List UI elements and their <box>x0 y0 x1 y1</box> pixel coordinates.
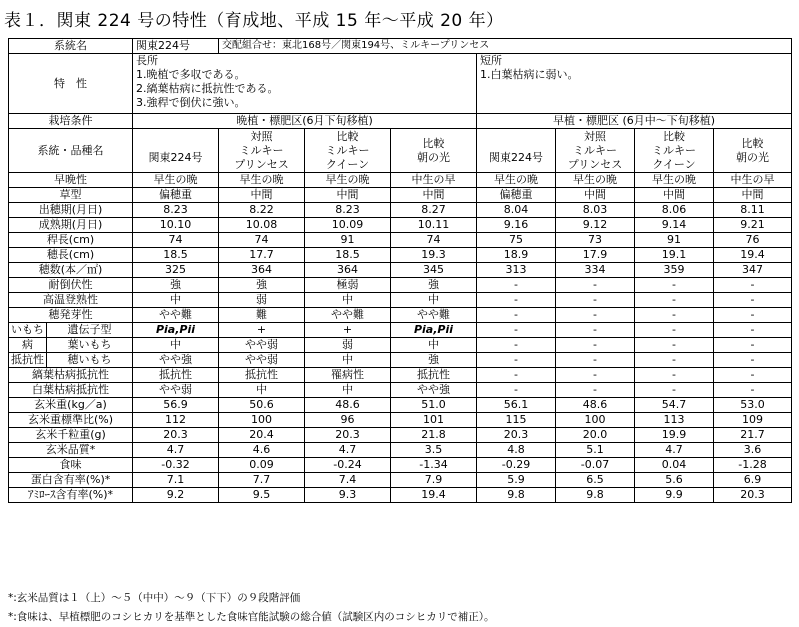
row-label: 蛋白含有率(%)* <box>9 473 133 488</box>
row-value: やや強 <box>133 353 219 368</box>
row-label: 出穂期(月日) <box>9 203 133 218</box>
footnote-2: *:食味は、早植標肥のコシヒカリを基準とした食味官能試験の総合値（試験区内のコシヒカリで補正）。 <box>8 611 495 623</box>
row-value: 19.4 <box>391 488 477 503</box>
row-value: 中生の早 <box>714 173 792 188</box>
row-value: 53.0 <box>714 398 792 413</box>
data-row <box>9 263 792 278</box>
row-value: 313 <box>477 263 556 278</box>
row-value: 20.0 <box>556 428 635 443</box>
row-value: - <box>635 338 714 353</box>
table-body <box>9 39 792 503</box>
variety-name: 関東224号 <box>489 150 543 164</box>
row-value: 偏穂重 <box>133 188 219 203</box>
row-value: 8.03 <box>556 203 635 218</box>
row-value: 9.14 <box>635 218 714 233</box>
row-label: 成熟期(月日) <box>9 218 133 233</box>
row-value: 4.7 <box>635 443 714 458</box>
row-value: 7.1 <box>133 473 219 488</box>
row-value: 罹病性 <box>305 368 391 383</box>
cross-info: 交配組合せ：東北168号／関東194号、ミルキープリンセス <box>219 39 792 54</box>
row-value: 3.5 <box>391 443 477 458</box>
row-value: -1.34 <box>391 458 477 473</box>
row-value: 偏穂重 <box>477 188 556 203</box>
row-value: - <box>635 353 714 368</box>
row-value: 4.7 <box>133 443 219 458</box>
row-value: 7.9 <box>391 473 477 488</box>
row-value: 0.04 <box>635 458 714 473</box>
imochi-side-label: 抵抗性 <box>9 353 47 368</box>
row-value: 345 <box>391 263 477 278</box>
row-label: 玄米重(kg／a) <box>9 398 133 413</box>
row-label: 早晩性 <box>9 173 133 188</box>
row-value: 17.7 <box>219 248 305 263</box>
data-row <box>9 473 792 488</box>
row-value: - <box>714 353 792 368</box>
row-value: 中 <box>133 338 219 353</box>
row-value: 9.21 <box>714 218 792 233</box>
row-value: - <box>477 308 556 323</box>
row-value: 10.08 <box>219 218 305 233</box>
row-label: 縞葉枯病抵抗性 <box>9 368 133 383</box>
variety-name: 関東224号 <box>148 150 203 164</box>
row-value: 20.3 <box>305 428 391 443</box>
weaknesses-head: 短所 <box>480 54 502 67</box>
row-value: 中間 <box>391 188 477 203</box>
variety-name: 朝の光 <box>736 150 770 164</box>
row-value: 20.4 <box>219 428 305 443</box>
row-value: -0.24 <box>305 458 391 473</box>
variety-header-row <box>9 129 792 173</box>
row-value: 抵抗性 <box>391 368 477 383</box>
row-value: 9.2 <box>133 488 219 503</box>
row-value: - <box>714 308 792 323</box>
row-value: - <box>556 278 635 293</box>
data-row <box>9 218 792 233</box>
row-value: Pia,Pii <box>133 323 219 338</box>
data-row <box>9 443 792 458</box>
row-value: - <box>477 323 556 338</box>
row-value: 8.23 <box>305 203 391 218</box>
row-value: 19.3 <box>391 248 477 263</box>
variety-name: 朝の光 <box>417 150 450 164</box>
row-value: やや難 <box>305 308 391 323</box>
variety-head-label: 系統・品種名 <box>9 129 133 173</box>
data-row <box>9 428 792 443</box>
weaknesses-cell <box>477 54 792 114</box>
row-value: 早生の晩 <box>477 173 556 188</box>
row-value: 中 <box>305 383 391 398</box>
row-value: 強 <box>391 278 477 293</box>
row-value: やや強 <box>391 383 477 398</box>
row-value: やや弱 <box>219 338 305 353</box>
row-value: 10.09 <box>305 218 391 233</box>
row-value: - <box>635 278 714 293</box>
row-value: 5.6 <box>635 473 714 488</box>
row-value: -0.32 <box>133 458 219 473</box>
imochi-row <box>9 323 792 338</box>
imochi-row <box>9 353 792 368</box>
row-value: - <box>556 368 635 383</box>
row-value: 9.16 <box>477 218 556 233</box>
row-value: 6.5 <box>556 473 635 488</box>
row-value: 5.1 <box>556 443 635 458</box>
page-title: 表１．関東 224 号の特性（育成地、平成 15 年～平成 20 年） <box>4 11 504 31</box>
imochi-side-label: いもち <box>9 323 47 338</box>
row-value: 抵抗性 <box>133 368 219 383</box>
data-row <box>9 293 792 308</box>
row-value: 20.3 <box>133 428 219 443</box>
row-label: 稈長(cm) <box>9 233 133 248</box>
data-row <box>9 398 792 413</box>
row-value: 強 <box>219 278 305 293</box>
row-value: 4.8 <box>477 443 556 458</box>
row-value: -0.07 <box>556 458 635 473</box>
data-row <box>9 488 792 503</box>
row-value: 347 <box>714 263 792 278</box>
data-row <box>9 413 792 428</box>
row-value: - <box>635 308 714 323</box>
strengths-head: 長所 <box>136 54 158 67</box>
variety-role: 比較 <box>336 129 359 143</box>
row-value: - <box>714 293 792 308</box>
row-value: - <box>556 383 635 398</box>
row-value: 56.9 <box>133 398 219 413</box>
row-value: 334 <box>556 263 635 278</box>
data-row <box>9 308 792 323</box>
row-value: やや難 <box>391 308 477 323</box>
row-value: 中間 <box>635 188 714 203</box>
row-value: 113 <box>635 413 714 428</box>
row-value: 10.11 <box>391 218 477 233</box>
row-value: 中間 <box>219 188 305 203</box>
variety-name: ミルキー プリンセス <box>567 143 623 171</box>
row-value: 21.8 <box>391 428 477 443</box>
row-label: 高温登熟性 <box>9 293 133 308</box>
late-condition: 晩植・標肥区(6月下旬移植) <box>133 114 477 129</box>
imochi-side-label: 病 <box>9 338 47 353</box>
row-value: 極弱 <box>305 278 391 293</box>
row-label: 玄米千粒重(g) <box>9 428 133 443</box>
strengths-cell <box>133 54 477 114</box>
row-label: 穂発芽性 <box>9 308 133 323</box>
row-value: - <box>477 353 556 368</box>
row-value: 中 <box>133 293 219 308</box>
variety-header <box>305 129 391 173</box>
row-value: - <box>635 368 714 383</box>
row-value: 弱 <box>219 293 305 308</box>
row-value: 19.9 <box>635 428 714 443</box>
row-value: 364 <box>305 263 391 278</box>
imochi-row-label: 穂いもち <box>47 353 133 368</box>
characteristics-table <box>8 38 792 503</box>
row-label: 穂長(cm) <box>9 248 133 263</box>
row-value: 112 <box>133 413 219 428</box>
row-value: 48.6 <box>556 398 635 413</box>
variety-role: 対照 <box>584 129 606 143</box>
row-value: 中 <box>391 338 477 353</box>
variety-role: 対照 <box>250 129 273 143</box>
row-value: 弱 <box>305 338 391 353</box>
row-value: 0.09 <box>219 458 305 473</box>
row-value: 中 <box>219 383 305 398</box>
row-value: 3.6 <box>714 443 792 458</box>
row-value: 54.7 <box>635 398 714 413</box>
row-value: - <box>477 293 556 308</box>
data-row <box>9 188 792 203</box>
footnote-1: *:玄米品質は１（上）～５（中中）～９（下下）の９段階評価 <box>8 592 301 604</box>
row-value: 中生の早 <box>391 173 477 188</box>
row-value: -0.29 <box>477 458 556 473</box>
row-value: 20.3 <box>477 428 556 443</box>
row-value: 強 <box>133 278 219 293</box>
row-value: 8.04 <box>477 203 556 218</box>
row-value: 18.5 <box>133 248 219 263</box>
row-value: - <box>714 338 792 353</box>
row-value: 19.1 <box>635 248 714 263</box>
keitou-label: 系統名 <box>9 39 133 54</box>
row-value: - <box>477 278 556 293</box>
row-value: - <box>556 353 635 368</box>
strength-item: 2.縞葉枯病に抵抗性である。 <box>136 82 279 95</box>
row-value: 中間 <box>556 188 635 203</box>
data-row <box>9 458 792 473</box>
row-value: 9.3 <box>305 488 391 503</box>
row-value: 10.10 <box>133 218 219 233</box>
row-value: 75 <box>477 233 556 248</box>
row-value: 8.11 <box>714 203 792 218</box>
variety-header <box>635 129 714 173</box>
row-value: 8.22 <box>219 203 305 218</box>
row-value: - <box>635 323 714 338</box>
row-value: 18.5 <box>305 248 391 263</box>
variety-header <box>219 129 305 173</box>
row-value: 6.9 <box>714 473 792 488</box>
row-value: - <box>635 293 714 308</box>
row-value: - <box>477 338 556 353</box>
row-value: 96 <box>305 413 391 428</box>
row-value: Pia,Pii <box>391 323 477 338</box>
row-value: 91 <box>305 233 391 248</box>
row-value: 18.9 <box>477 248 556 263</box>
data-row <box>9 233 792 248</box>
row-value: 48.6 <box>305 398 391 413</box>
row-value: 21.7 <box>714 428 792 443</box>
row-value: 中 <box>305 293 391 308</box>
row-value: 20.3 <box>714 488 792 503</box>
row-value: 9.8 <box>556 488 635 503</box>
variety-header <box>714 129 792 173</box>
saibai-label: 栽培条件 <box>9 114 133 129</box>
row-label: 白葉枯病抵抗性 <box>9 383 133 398</box>
row-value: - <box>556 323 635 338</box>
row-value: - <box>556 308 635 323</box>
row-label: 穂数(本／㎡) <box>9 263 133 278</box>
variety-role: 比較 <box>422 136 445 150</box>
row-value: 抵抗性 <box>219 368 305 383</box>
row-value: 強 <box>391 353 477 368</box>
row-value: 早生の晩 <box>219 173 305 188</box>
variety-header <box>477 129 556 173</box>
data-row <box>9 173 792 188</box>
row-value: 中間 <box>305 188 391 203</box>
row-value: 74 <box>219 233 305 248</box>
data-row <box>9 278 792 293</box>
row-label: 玄米品質* <box>9 443 133 458</box>
row-value: 9.8 <box>477 488 556 503</box>
row-value: 9.9 <box>635 488 714 503</box>
row-value: 7.7 <box>219 473 305 488</box>
keitou-name: 関東224号 <box>133 39 219 54</box>
row-value: 早生の晩 <box>133 173 219 188</box>
variety-header <box>391 129 477 173</box>
row-value: - <box>714 323 792 338</box>
row-value: 早生の晩 <box>305 173 391 188</box>
row-value: 359 <box>635 263 714 278</box>
row-value: 5.9 <box>477 473 556 488</box>
row-value: 115 <box>477 413 556 428</box>
variety-name: ミルキー クイーン <box>652 143 696 171</box>
row-value: 19.4 <box>714 248 792 263</box>
row-value: 56.1 <box>477 398 556 413</box>
row-value: 9.12 <box>556 218 635 233</box>
row-value: 中 <box>391 293 477 308</box>
row-value: 早生の晩 <box>556 173 635 188</box>
row-value: - <box>714 278 792 293</box>
row-value: 91 <box>635 233 714 248</box>
early-condition: 早植・標肥区 (6月中～下旬移植) <box>477 114 792 129</box>
row-value: - <box>714 368 792 383</box>
row-value: - <box>556 293 635 308</box>
row-value: 早生の晩 <box>635 173 714 188</box>
variety-name: ミルキー クイーン <box>325 143 370 171</box>
row-value: 325 <box>133 263 219 278</box>
row-value: 101 <box>391 413 477 428</box>
row-label: 草型 <box>9 188 133 203</box>
row-label: 玄米重標準比(%) <box>9 413 133 428</box>
variety-role <box>134 137 217 151</box>
row-label: ｱﾐﾛｰｽ含有率(%)* <box>9 488 133 503</box>
row-label: 耐倒伏性 <box>9 278 133 293</box>
variety-role <box>478 137 554 151</box>
data-row <box>9 248 792 263</box>
variety-role: 比較 <box>663 129 685 143</box>
row-value: 中 <box>305 353 391 368</box>
imochi-row <box>9 338 792 353</box>
row-value: 100 <box>219 413 305 428</box>
row-value: 4.7 <box>305 443 391 458</box>
row-value: -1.28 <box>714 458 792 473</box>
imochi-row-label: 遺伝子型 <box>47 323 133 338</box>
row-value: - <box>477 368 556 383</box>
row-label: 食味 <box>9 458 133 473</box>
row-value: やや弱 <box>133 383 219 398</box>
row-value: 8.27 <box>391 203 477 218</box>
row-value: 難 <box>219 308 305 323</box>
row-value: + <box>219 323 305 338</box>
row-value: 50.6 <box>219 398 305 413</box>
row-value: 4.6 <box>219 443 305 458</box>
row-value: - <box>477 383 556 398</box>
row-value: 7.4 <box>305 473 391 488</box>
row-value: 51.0 <box>391 398 477 413</box>
weakness-item: 1.白葉枯病に弱い。 <box>480 68 579 81</box>
row-value: 17.9 <box>556 248 635 263</box>
row-value: 8.23 <box>133 203 219 218</box>
row-value: 364 <box>219 263 305 278</box>
row-value: + <box>305 323 391 338</box>
row-value: やや弱 <box>219 353 305 368</box>
row-value: 100 <box>556 413 635 428</box>
row-value: 9.5 <box>219 488 305 503</box>
row-value: 76 <box>714 233 792 248</box>
row-value: 中間 <box>714 188 792 203</box>
tokusei-label: 特 性 <box>9 54 133 114</box>
variety-header <box>133 129 219 173</box>
strength-item: 1.晩植で多収である。 <box>136 68 246 81</box>
row-value: 73 <box>556 233 635 248</box>
data-row <box>9 203 792 218</box>
variety-name: ミルキー プリンセス <box>234 143 289 171</box>
row-value: 74 <box>133 233 219 248</box>
strength-item: 3.強稈で倒伏に強い。 <box>136 96 246 109</box>
row-value: 109 <box>714 413 792 428</box>
shiraha-row <box>9 383 792 398</box>
row-value: 74 <box>391 233 477 248</box>
row-value: - <box>714 383 792 398</box>
imochi-row-label: 葉いもち <box>47 338 133 353</box>
variety-header <box>556 129 635 173</box>
shimaha-row <box>9 368 792 383</box>
row-value: - <box>556 338 635 353</box>
row-value: - <box>635 383 714 398</box>
row-value: やや難 <box>133 308 219 323</box>
row-value: 8.06 <box>635 203 714 218</box>
variety-role: 比較 <box>741 136 764 150</box>
